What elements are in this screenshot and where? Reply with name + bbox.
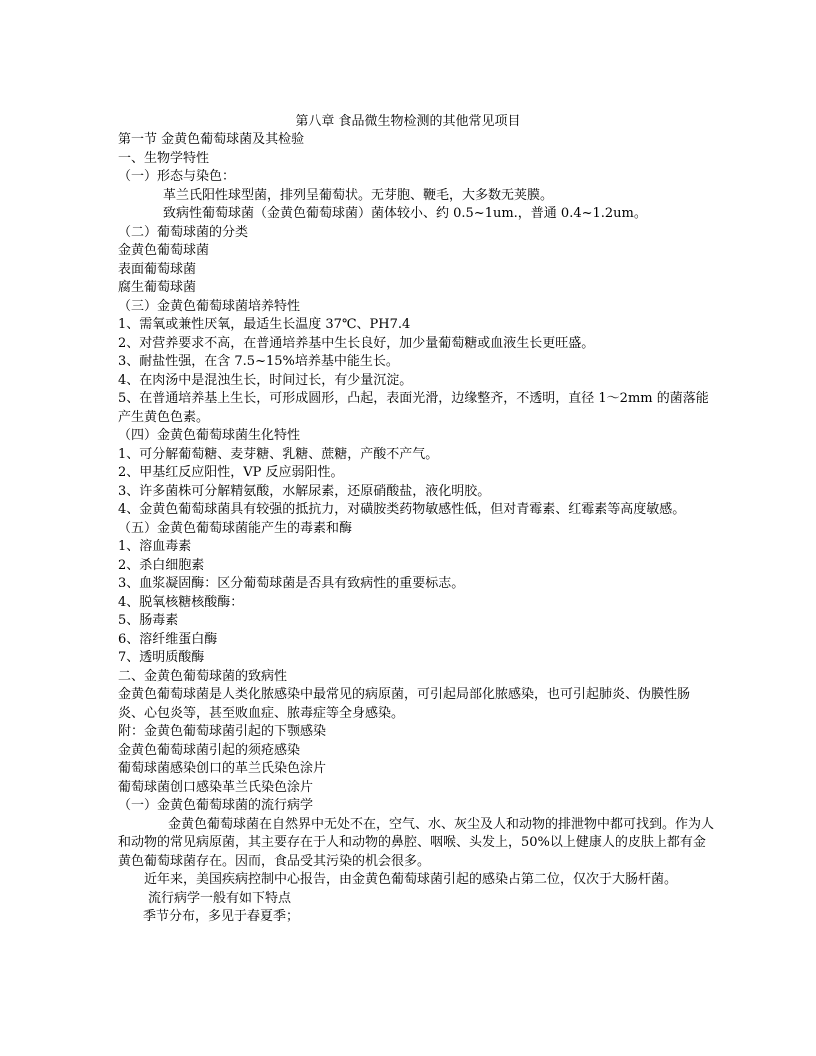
- heading-level-1: 一、生物学特性: [118, 150, 210, 166]
- list-item: 2、对营养要求不高，在普通培养基中生长良好，加少量葡萄糖或血液生长更旺盛。: [118, 335, 595, 351]
- list-item: 2、杀白细胞素: [118, 557, 205, 573]
- text-line: 金黄色葡萄球菌引起的须疮感染: [118, 742, 301, 758]
- list-item: 1、可分解葡萄糖、麦芽糖、乳糖、蔗糖，产酸不产气。: [118, 446, 439, 462]
- list-item: 表面葡萄球菌: [118, 261, 197, 277]
- subheading: （五）金黄色葡萄球菌能产生的毒素和酶: [118, 520, 353, 536]
- section-heading: 第一节 金黄色葡萄球菌及其检验: [118, 132, 305, 147]
- text-line: 附：金黄色葡萄球菌引起的下颚感染: [118, 724, 327, 739]
- list-item: 5、肠毒素: [118, 613, 179, 628]
- list-item: 5、在普通培养基上生长，可形成圆形，凸起，表面光滑，边缘整齐，不透明，直径 1～2mm 的菌落能产生黄色色素。: [118, 391, 709, 425]
- subheading: （一）金黄色葡萄球菌的流行病学: [118, 798, 314, 813]
- list-item: 7、透明质酸酶: [118, 650, 205, 665]
- text-line: 革兰氏阳性球型菌，排列呈葡萄状。无芽胞、鞭毛，大多数无荚膜。: [163, 187, 554, 203]
- list-item: 3、耐盐性强，在含 7.5~15%培养基中能生长。: [118, 354, 399, 369]
- heading-level-1: 二、金黄色葡萄球菌的致病性: [118, 668, 288, 684]
- list-item: 3、许多菌株可分解精氨酸，水解尿素，还原硝酸盐，液化明胶。: [118, 483, 491, 499]
- list-item: 金黄色葡萄球菌: [118, 243, 210, 258]
- list-item: 腐生葡萄球菌: [118, 280, 197, 295]
- paragraph: 金黄色葡萄球菌在自然界中无处不在，空气、水、灰尘及人和动物的排泄物中都可找到。作为人和动物的常见病原菌，其主要存在于人和动物的鼻腔、咽喉、头发上，50%以上健康人的皮肤上都有金黄色葡萄球菌存在。因而，食品受其污染的机会很多。: [118, 816, 715, 869]
- list-item: 4、金黄色葡萄球菌具有较强的抵抗力，对磺胺类药物敏感性低，但对青霉素、红霉素等高度敏感。: [118, 502, 686, 517]
- subheading: （一）形态与染色：: [118, 169, 236, 184]
- document-body: [118, 131, 714, 927]
- text-line: 葡萄球菌创口感染革兰氏染色涂片: [118, 779, 314, 795]
- chapter-title: 第八章 食品微生物检测的其他常见项目: [295, 114, 521, 129]
- list-item: 6、溶纤维蛋白酶: [118, 631, 218, 647]
- list-item: 1、需氧或兼性厌氧，最适生长温度 37℃、PH7.4: [118, 317, 411, 332]
- text-line: 季节分布，多见于春夏季；: [143, 909, 300, 924]
- list-item: 4、在肉汤中是混浊生长，时间过长，有少量沉淀。: [118, 372, 413, 388]
- subheading: （三）金黄色葡萄球菌培养特性: [118, 298, 301, 314]
- paragraph: 金黄色葡萄球菌是人类化脓感染中最常见的病原菌，可引起局部化脓感染，也可引起肺炎、伪膜性肠炎、心包炎等，甚至败血症、脓毒症等全身感染。: [118, 687, 691, 721]
- subheading: （四）金黄色葡萄球菌生化特性: [118, 428, 301, 443]
- list-item: 4、脱氧核糖核酸酶：: [118, 594, 244, 610]
- subheading: （二）葡萄球菌的分类: [118, 224, 249, 240]
- paragraph: 近年来，美国疾病控制中心报告，由金黄色葡萄球菌引起的感染占第二位，仅次于大肠杆菌。: [144, 872, 678, 887]
- text-line: 致病性葡萄球菌（金黄色葡萄球菌）菌体较小、约 0.5~1um.，普通 0.4~1.2um。: [163, 206, 647, 221]
- text-line: 葡萄球菌感染创口的革兰氏染色涂片: [118, 761, 327, 776]
- text-line: 流行病学一般有如下特点: [148, 890, 292, 906]
- list-item: 2、甲基红反应阳性，VP 反应弱阳性。: [118, 465, 344, 480]
- list-item: 1、溶血毒素: [118, 539, 192, 554]
- list-item: 3、血浆凝固酶：区分葡萄球菌是否具有致病性的重要标志。: [118, 576, 465, 591]
